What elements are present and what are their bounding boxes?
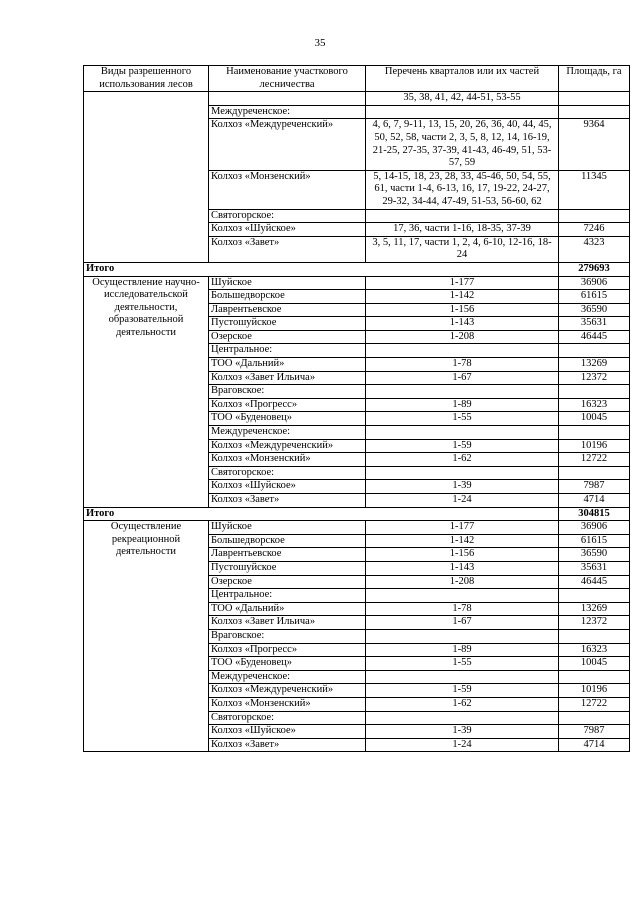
forestry-name-cell: Большедворское [209,290,366,304]
forestry-name-cell: Озерское [209,575,366,589]
use-type-cell: Осуществление научно-исследовательской деятельности, образовательной деятельности [84,276,209,507]
area-cell [559,92,630,106]
area-cell: 7246 [559,223,630,237]
area-cell: 11345 [559,170,630,209]
quarters-list-cell: 1-55 [366,657,559,671]
forestry-name-cell: ТОО «Дальний» [209,602,366,616]
forestry-name-cell: Колхоз «Завет» [209,738,366,752]
quarters-list-cell: 1-143 [366,317,559,331]
quarters-list-cell: 1-24 [366,738,559,752]
quarters-list-cell: 1-39 [366,480,559,494]
header-row [84,66,630,92]
area-cell: 10045 [559,412,630,426]
quarters-list-cell: 5, 14-15, 18, 23, 28, 33, 45-46, 50, 54, 55, 61, части 1-4, 6-13, 16, 17, 19-22, 24-27, 29-32, 34-44, 47-49, 51-53, 56-60, 62 [366,170,559,209]
quarters-list-cell: 1-89 [366,643,559,657]
forestry-name-cell: Колхоз «Междуреченский» [209,684,366,698]
area-cell [559,344,630,358]
header-use-type: Виды разрешенного использования лесов [84,66,209,92]
forestry-name-cell: Шуйское [209,276,366,290]
header-area: Площадь, га [559,66,630,92]
quarters-list-cell: 1-177 [366,521,559,535]
quarters-list-cell: 1-62 [366,697,559,711]
area-cell: 35631 [559,317,630,331]
quarters-list-cell: 1-156 [366,548,559,562]
area-cell: 36590 [559,303,630,317]
area-cell: 16323 [559,398,630,412]
forestry-name-cell: Колхоз «Прогресс» [209,398,366,412]
area-cell: 13269 [559,602,630,616]
quarters-list-cell: 1-59 [366,684,559,698]
quarters-list-cell: 1-142 [366,290,559,304]
area-cell: 16323 [559,643,630,657]
forestry-name-cell: Пустошуйское [209,317,366,331]
forestry-name-cell: Колхоз «Завет Ильича» [209,616,366,630]
total-label-cell: Итого [84,262,559,276]
area-cell: 36590 [559,548,630,562]
area-cell: 4714 [559,738,630,752]
area-cell: 4323 [559,236,630,262]
area-cell [559,426,630,440]
area-cell [559,466,630,480]
quarters-list-cell [366,589,559,603]
area-cell [559,711,630,725]
forestry-name-cell: Колхоз «Шуйское» [209,725,366,739]
quarters-list-cell [366,670,559,684]
forestry-name-cell: Колхоз «Завет» [209,236,366,262]
area-cell [559,209,630,223]
quarters-list-cell: 1-177 [366,276,559,290]
use-type-cell [84,92,209,263]
forestry-name-cell: ТОО «Дальний» [209,358,366,372]
forestry-name-cell: Лаврентьевское [209,303,366,317]
forestry-name-cell: ТОО «Буденовец» [209,657,366,671]
quarters-list-cell: 1-67 [366,616,559,630]
area-cell: 10196 [559,684,630,698]
forestry-name-cell: Колхоз «Монзенский» [209,697,366,711]
quarters-list-cell [366,209,559,223]
forestry-name-cell: Междуреченское: [209,426,366,440]
quarters-list-cell [366,385,559,399]
header-forestry-name: Наименование участкового лесничества [209,66,366,92]
forestry-name-cell: Враговское: [209,385,366,399]
page-number: 35 [314,37,326,49]
quarters-list-cell: 1-156 [366,303,559,317]
quarters-list-cell [366,711,559,725]
quarters-list-cell: 1-89 [366,398,559,412]
quarters-list-cell: 1-59 [366,439,559,453]
forestry-name-cell [209,92,366,106]
area-cell: 10045 [559,657,630,671]
forestry-name-cell: Колхоз «Шуйское» [209,480,366,494]
area-cell [559,589,630,603]
forestry-name-cell: Враговское: [209,629,366,643]
area-cell: 12722 [559,453,630,467]
table-row [84,276,630,290]
total-value-cell: 279693 [559,262,630,276]
area-cell: 36906 [559,276,630,290]
quarters-list-cell: 1-78 [366,602,559,616]
area-cell [559,385,630,399]
area-cell: 9364 [559,119,630,170]
area-cell: 35631 [559,561,630,575]
area-cell: 12372 [559,371,630,385]
total-row [84,507,630,521]
forestry-name-cell: Колхоз «Монзенский» [209,170,366,209]
quarters-list-cell: 35, 38, 41, 42, 44-51, 53-55 [366,92,559,106]
forestry-name-cell: Лаврентьевское [209,548,366,562]
forestry-name-cell: ТОО «Буденовец» [209,412,366,426]
quarters-list-cell: 17, 36, части 1-16, 18-35, 37-39 [366,223,559,237]
quarters-list-cell [366,426,559,440]
area-cell: 7987 [559,480,630,494]
area-cell: 61615 [559,534,630,548]
quarters-list-cell: 1-55 [366,412,559,426]
forestry-name-cell: Святогорское: [209,711,366,725]
quarters-list-cell: 1-67 [366,371,559,385]
quarters-list-cell: 3, 5, 11, 17, части 1, 2, 4, 6-10, 12-16, 18-24 [366,236,559,262]
table-row [84,92,630,106]
forestry-name-cell: Колхоз «Завет» [209,494,366,508]
forestry-name-cell: Междуреченское: [209,670,366,684]
table-row [84,521,630,535]
forestry-name-cell: Озерское [209,330,366,344]
total-label-cell: Итого [84,507,559,521]
use-type-cell: Осуществление рекреационной деятельности [84,521,209,752]
area-cell [559,670,630,684]
area-cell: 46445 [559,575,630,589]
header-quarters-list: Перечень кварталов или их частей [366,66,559,92]
forestry-name-cell: Святогорское: [209,209,366,223]
area-cell: 61615 [559,290,630,304]
forestry-name-cell: Колхоз «Завет Ильича» [209,371,366,385]
forestry-name-cell: Центральное: [209,344,366,358]
area-cell [559,629,630,643]
quarters-list-cell: 4, 6, 7, 9-11, 13, 15, 20, 26, 36, 40, 44, 45, 50, 52, 58, части 2, 3, 5, 8, 12, 14, 16-19, 21-25, 27-35, 37-39, 41-43, 46-49, 51, 53-57, 59 [366,119,559,170]
quarters-list-cell [366,344,559,358]
quarters-list-cell [366,629,559,643]
area-cell: 12722 [559,697,630,711]
forestry-name-cell: Шуйское [209,521,366,535]
quarters-list-cell: 1-208 [366,575,559,589]
quarters-list-cell: 1-24 [366,494,559,508]
area-cell: 46445 [559,330,630,344]
forest-use-table [83,65,630,752]
area-cell: 4714 [559,494,630,508]
area-cell: 13269 [559,358,630,372]
forestry-name-cell: Святогорское: [209,466,366,480]
forestry-name-cell: Большедворское [209,534,366,548]
total-row [84,262,630,276]
forestry-name-cell: Центральное: [209,589,366,603]
forestry-name-cell: Междуреченское: [209,105,366,119]
forestry-name-cell: Колхоз «Междуреченский» [209,119,366,170]
quarters-list-cell: 1-143 [366,561,559,575]
quarters-list-cell [366,105,559,119]
area-cell: 10196 [559,439,630,453]
area-cell: 36906 [559,521,630,535]
quarters-list-cell: 1-62 [366,453,559,467]
total-value-cell: 304815 [559,507,630,521]
forestry-name-cell: Колхоз «Шуйское» [209,223,366,237]
quarters-list-cell: 1-208 [366,330,559,344]
area-cell: 7987 [559,725,630,739]
quarters-list-cell: 1-78 [366,358,559,372]
quarters-list-cell: 1-142 [366,534,559,548]
area-cell: 12372 [559,616,630,630]
forestry-name-cell: Колхоз «Междуреченский» [209,439,366,453]
forestry-name-cell: Колхоз «Монзенский» [209,453,366,467]
area-cell [559,105,630,119]
quarters-list-cell: 1-39 [366,725,559,739]
forestry-name-cell: Пустошуйское [209,561,366,575]
forestry-name-cell: Колхоз «Прогресс» [209,643,366,657]
quarters-list-cell [366,466,559,480]
